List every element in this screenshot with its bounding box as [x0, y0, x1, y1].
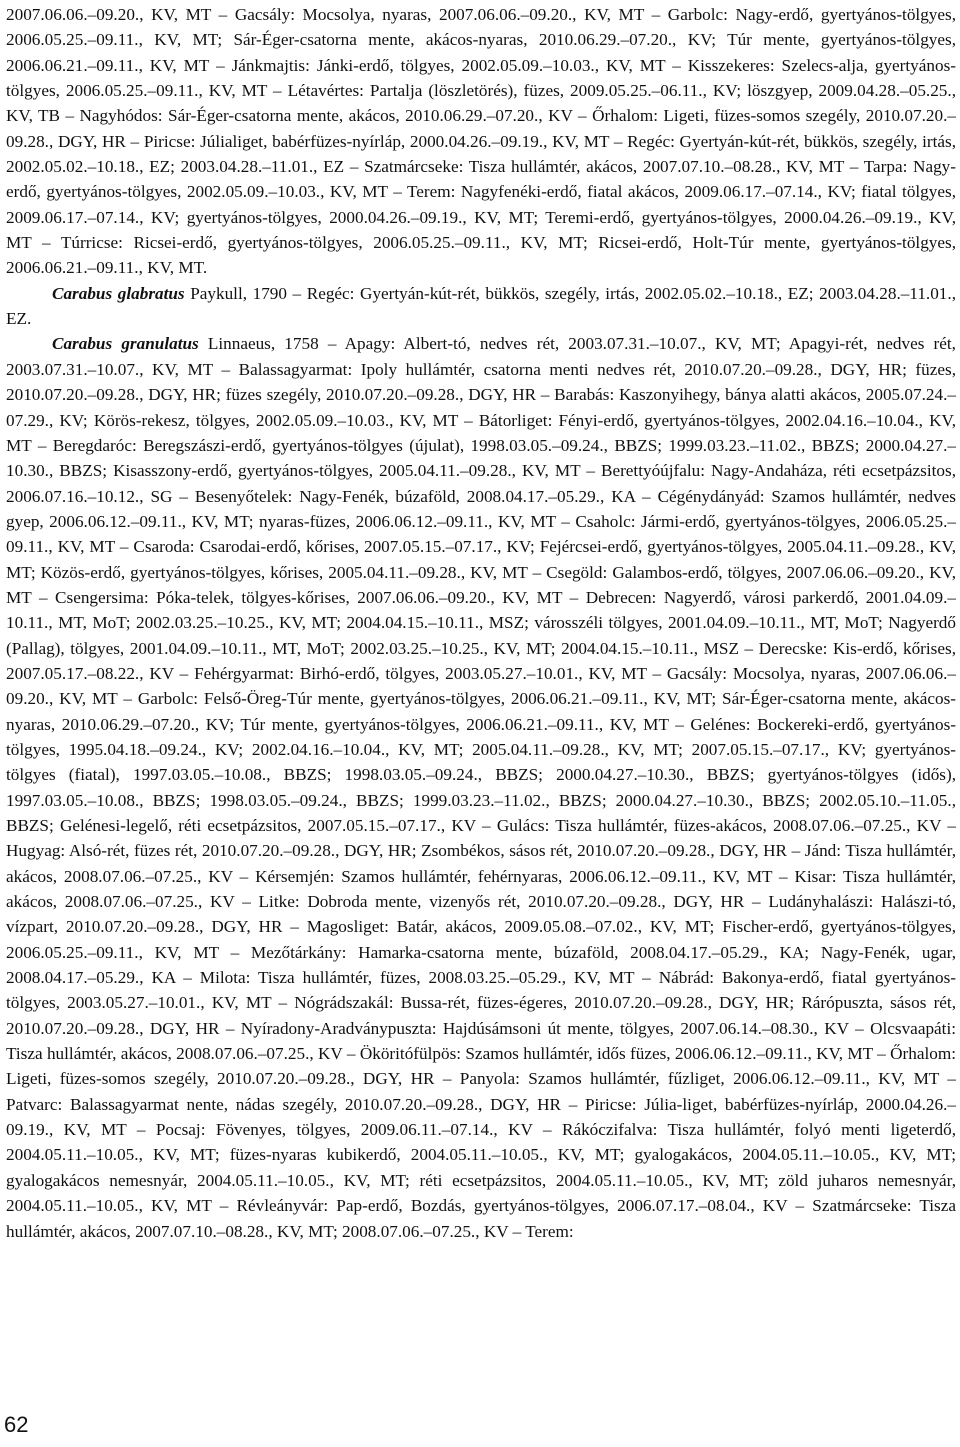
species-name: Carabus granulatus: [52, 334, 199, 354]
paragraph-carabus-glabratus: [6, 281, 956, 332]
paragraph-text: Paykull, 1790 – Regéc: Gyertyán-kút-rét, bükkös, szegély, irtás, 2002.05.02.–10.18., EZ; 2003.04.28.–11.01., EZ.: [6, 283, 956, 329]
species-name: Carabus glabratus: [52, 283, 185, 303]
document-page: [6, 2, 956, 1244]
paragraph-continuation: [6, 2, 956, 281]
paragraph-text: 2007.06.06.–09.20., KV, MT – Gacsály: Mocsolya, nyaras, 2007.06.06.–09.20., KV, MT – Garbolc: Nagy-erdő, gyertyános-tölgyes, 2006.05.25.–09.11., KV, MT; Sár-Éger-csatorna mente, akácos-nyaras, 2010.06.29.–07.20., KV; Túr mente, gyertyános-tölgyes, 2006.06.21.–09.11., KV, MT – Jánkmajtis: Jánki-erdő, tölgyes, 2002.05.09.–10.03., KV, MT – Kisszekeres: Szelecs-alja, gyertyános-tölgyes, 2006.05.25.–09.11., KV, MT – Létavértes: Partalja (löszletörés), füzes, 2009.05.25.–06.11., KV; löszgyep, 2009.04.28.–05.25., KV, TB – Nagyhódos: Sár-Éger-csatorna mente, akácos, 2010.06.29.–07.20., KV – Őrhalom: Ligeti, füzes-somos szegély, 2010.07.20.–09.28., DGY, HR – Piricse: Júlialiget, babérfüzes-nyírláp, 2000.04.26.–09.19., KV, MT – Regéc: Gyertyán-kút-rét, bükkös, szegély, irtás, 2002.05.02.–10.18., EZ; 2003.04.28.–11.01., EZ – Szatmárcseke: Tisza hullámtér, akácos, 2007.07.10.–08.28., KV, MT – Tarpa: Nagy-erdő, gyertyános-tölgyes, 2002.05.09.–10.03., KV, MT – Terem: Nagyfenéki-erdő, fiatal akácos, 2009.06.17.–07.14., KV; fiatal tölgyes, 2009.06.17.–07.14., KV; gyertyános-tölgyes, 2000.04.26.–09.19., KV, MT; Teremi-erdő, gyertyános-tölgyes, 2000.04.26.–09.19., KV, MT – Túrricse: Ricsei-erdő, gyertyános-tölgyes, 2006.05.25.–09.11., KV, MT; Ricsei-erdő, Holt-Túr mente, gyertyános-tölgyes, 2006.06.21.–09.11., KV, MT.: [6, 5, 956, 278]
paragraph-carabus-granulatus: [6, 331, 956, 1243]
page-number: 62: [4, 1412, 29, 1437]
paragraph-text: Linnaeus, 1758 – Apagy: Albert-tó, nedves rét, 2003.07.31.–10.07., KV, MT; Apagyi-rét, nedves rét, 2003.07.31.–10.07., KV, MT – Balassagyarmat: Ipoly hullámtér, csatorna menti nedves rét, 2010.07.20.–09.28., DGY, HR; füzes, 2010.07.20.–09.28., DGY, HR; füzes szegély, 2010.07.20.–09.28., DGY, HR – Barabás: Kaszonyihegy, bánya alatti akácos, 2005.07.24.–07.29., KV; Körös-rekesz, tölgyes, 2002.05.09.–10.03., KV, MT – Bátorliget: Fényi-erdő, gyertyános-tölgyes, 2002.04.16.–10.04., KV, MT – Beregdaróc: Beregszászi-erdő, gyertyános-tölgyes (újulat), 1998.03.05.–09.24., BBZS; 1999.03.23.–11.02., BBZS; 2000.04.27.–10.30., BBZS; Kisasszony-erdő, gyertyános-tölgyes, 2005.04.11.–09.28., KV, MT – Berettyóújfalu: Nagy-Andaháza, réti ecsetpázsitos, 2006.07.16.–10.12., SG – Besenyőtelek: Nagy-Fenék, búzaföld, 2008.04.17.–05.29., KA – Cégénydányád: Szamos hullámtér, nedves gyep, 2006.06.12.–09.11., KV, MT; nyaras-füzes, 2006.06.12.–09.11., KV, MT – Csaholc: Jármi-erdő, gyertyános-tölgyes, 2006.05.25.–09.11., KV, MT – Csaroda: Csarodai-erdő, kőrises, 2007.05.15.–07.17., KV; Fejércsei-erdő, gyertyános-tölgyes, 2005.04.11.–09.28., KV, MT; Közös-erdő, gyertyános-tölgyes, kőrises, 2005.04.11.–09.28., KV, MT – Csegöld: Galambos-erdő, tölgyes, 2007.06.06.–09.20., KV, MT – Csengersima: Póka-telek, tölgyes-kőrises, 2007.06.06.–09.20., KV, MT – Debrecen: Nagyerdő, városi parkerdő, 2001.04.09.–10.11., MT, MoT; 2002.03.25.–10.25., KV, MT; 2004.04.15.–10.11., MSZ; városszéli tölgyes, 2001.04.09.–10.11., MT, MoT; Nagyerdő (Pallag), tölgyes, 2001.04.09.–10.11., MT, MoT; 2002.03.25.–10.25., KV, MT; 2004.04.15.–10.11., MSZ – Derecske: Kis-erdő, kőrises, 2007.05.17.–08.22., KV – Fehérgyarmat: Birhó-erdő, tölgyes, 2003.05.27.–10.01., KV, MT – Gacsály: Mocsolya, nyaras, 2007.06.06.–09.20., KV, MT – Garbolc: Felső-Öreg-Túr mente, gyertyános-tölgyes, 2006.06.21.–09.11., KV, MT; Sár-Éger-csatorna mente, akácos-nyaras, 2010.06.29.–07.20., KV; Túr mente, gyertyános-tölgyes, 2006.06.21.–09.11., KV, MT – Gelénes: Bockereki-erdő, gyertyános-tölgyes, 1995.04.18.–09.24., KV; 2002.04.16.–10.04., KV, MT; 2005.04.11.–09.28., KV, MT; 2007.05.15.–07.17., KV; gyertyános-tölgyes (fiatal), 1997.03.05.–10.08., BBZS; 1998.03.05.–09.24., BBZS; 2000.04.27.–10.30., BBZS; gyertyános-tölgyes (idős), 1997.03.05.–10.08., BBZS; 1998.03.05.–09.24., BBZS; 1999.03.23.–11.02., BBZS; 2000.04.27.–10.30., BBZS; 2002.05.10.–11.05., BBZS; Gelénesi-legelő, réti ecsetpázsitos, 2007.05.15.–07.17., KV – Gulács: Tisza hullámtér, füzes-akácos, 2008.07.06.–07.25., KV – Hugyag: Alsó-rét, füzes rét, 2010.07.20.–09.28., DGY, HR; Zsombékos, sásos rét, 2010.07.20.–09.28., DGY, HR – Jánd: Tisza hullámtér, akácos, 2008.07.06.–07.25., KV – Kérsemjén: Szamos hullámtér, fehérnyaras, 2006.06.12.–09.11., KV, MT – Kisar: Tisza hullámtér, akácos, 2008.07.06.–07.25., KV – Litke: Dobroda mente, vizenyős rét, 2010.07.20.–09.28., DGY, HR – Ludányhalászi: Halászi-tó, vízpart, 2010.07.20.–09.28., DGY, HR – Magosliget: Batár, akácos, 2009.05.08.–07.02., KV, MT; Fischer-erdő, gyertyános-tölgyes, 2006.05.25.–09.11., KV, MT – Mezőtárkány: Hamarka-csatorna mente, búzaföld, 2008.04.17.–05.29., KA; Nagy-Fenék, ugar, 2008.04.17.–05.29., KA – Milota: Tisza hullámtér, füzes, 2008.03.25.–05.29., KV, MT – Nábrád: Bakonya-erdő, fiatal gyertyános-tölgyes, 2003.05.27.–10.01., KV, MT – Nógrádszakál: Bussa-rét, füzes-égeres, 2010.07.20.–09.28., DGY, HR; Rárópuszta, sásos rét, 2010.07.20.–09.28., DGY, HR – Nyíradony-Aradványpuszta: Hajdúsámsoni út mente, tölgyes, 2007.06.14.–08.30., KV – Olcsvaapáti: Tisza hullámtér, akácos, 2008.07.06.–07.25., KV – Ököritófülpös: Szamos hullámtér, idős füzes, 2006.06.12.–09.11., KV, MT – Őrhalom: Ligeti, füzes-somos szegély, 2010.07.20.–09.28., DGY, HR – Panyola: Szamos hullámtér, fűzliget, 2006.06.12.–09.11., KV, MT – Patvarc: Balassagyarmat nente, nádas szegély, 2010.07.20.–09.28., DGY, HR – Piricse: Júlia-liget, babérfüzes-nyírláp, 2000.04.26.–09.19., KV, MT – Pocsaj: Fövenyes, tölgyes, 2009.06.11.–07.14., KV – Rákóczifalva: Tisza hullámtér, folyó menti ligeterdő, 2004.05.11.–10.05., KV, MT; füzes-nyaras kubikerdő, 2004.05.11.–10.05., KV, MT; gyalogakácos, 2004.05.11.–10.05., KV, MT; gyalogakácos nemesnyár, 2004.05.11.–10.05., KV, MT; réti ecsetpázsitos, 2004.05.11.–10.05., KV, MT; zöld juharos nemesnyár, 2004.05.11.–10.05., KV, MT – Révleányvár: Pap-erdő, Bozdás, gyertyános-tölgyes, 2006.07.17.–08.04., KV – Szatmárcseke: Tisza hullámtér, akácos, 2007.07.10.–08.28., KV, MT; 2008.07.06.–07.25., KV – Terem:: [6, 334, 956, 1241]
